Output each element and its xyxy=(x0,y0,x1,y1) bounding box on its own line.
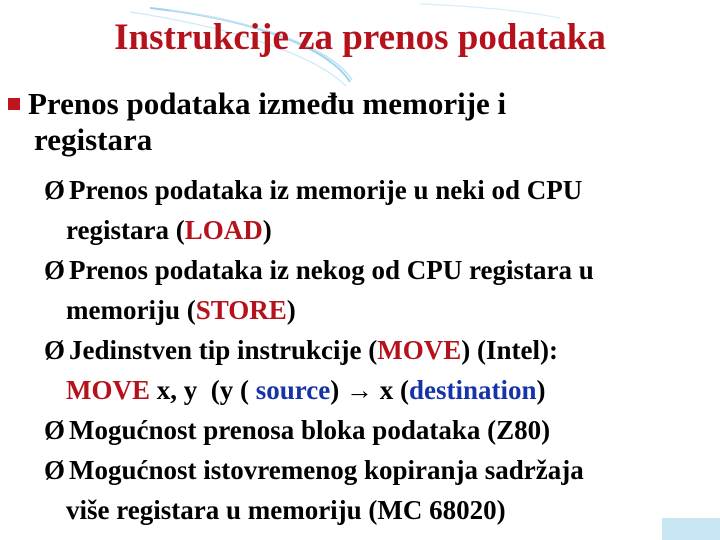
sub-bullet-text: Jedinstven tip instrukcije ( xyxy=(69,335,378,365)
store-keyword: STORE xyxy=(195,295,287,325)
right-arrow-icon: → xyxy=(345,375,373,405)
sub-bullet-block-transfer xyxy=(44,410,714,450)
sub-bullet-text: Prenos podataka iz nekog od CPU registara u xyxy=(69,255,594,285)
arrowhead-bullet-icon: Ø xyxy=(44,455,66,485)
move-syntax-text: ) xyxy=(536,375,546,405)
arrowhead-bullet-icon: Ø xyxy=(44,175,66,205)
slide-title: Instrukcije za prenos podataka xyxy=(114,17,606,58)
move-syntax-text: ) xyxy=(330,375,346,405)
sub-bullet-load xyxy=(44,170,714,250)
move-keyword: MOVE xyxy=(377,335,462,365)
sub-bullet-text: Mogućnost prenosa bloka podataka (Z80) xyxy=(69,415,551,445)
sub-bullet-text: više registara u memoriju (MC 68020) xyxy=(66,495,506,525)
source-keyword: source xyxy=(255,375,331,405)
sub-bullet-text: Mogućnost istovremenog kopiranja sadržaja xyxy=(69,455,584,485)
move-syntax-keyword: MOVE xyxy=(66,375,150,405)
sub-bullet-text: memoriju ( xyxy=(66,295,196,325)
sub-bullet-text: Prenos podataka iz memorije u neki od CPU xyxy=(69,175,583,205)
sub-bullet-list xyxy=(44,170,714,530)
sub-bullet-text: ) xyxy=(286,295,296,325)
move-syntax-text: x ( xyxy=(372,375,409,405)
sub-bullet-move xyxy=(44,330,714,410)
destination-keyword: destination xyxy=(408,375,537,405)
sub-bullet-store xyxy=(44,250,714,330)
load-keyword: LOAD xyxy=(184,215,263,245)
sub-bullet-text: ) (Intel): xyxy=(461,335,558,365)
main-bullet-line2: registara xyxy=(34,122,153,157)
sub-bullet-text: registara ( xyxy=(66,215,185,245)
sub-bullet-text: ) xyxy=(262,215,272,245)
main-bullet-line1: Prenos podataka između memorije i xyxy=(28,86,507,121)
arrowhead-bullet-icon: Ø xyxy=(44,335,66,365)
main-bullet xyxy=(8,86,708,158)
corner-decoration xyxy=(662,518,720,540)
square-bullet-icon xyxy=(8,98,20,110)
arrowhead-bullet-icon: Ø xyxy=(44,415,66,445)
move-syntax-text: x, y (y ( xyxy=(150,375,256,405)
sub-bullet-multi-register xyxy=(44,450,714,530)
arrowhead-bullet-icon: Ø xyxy=(44,255,66,285)
